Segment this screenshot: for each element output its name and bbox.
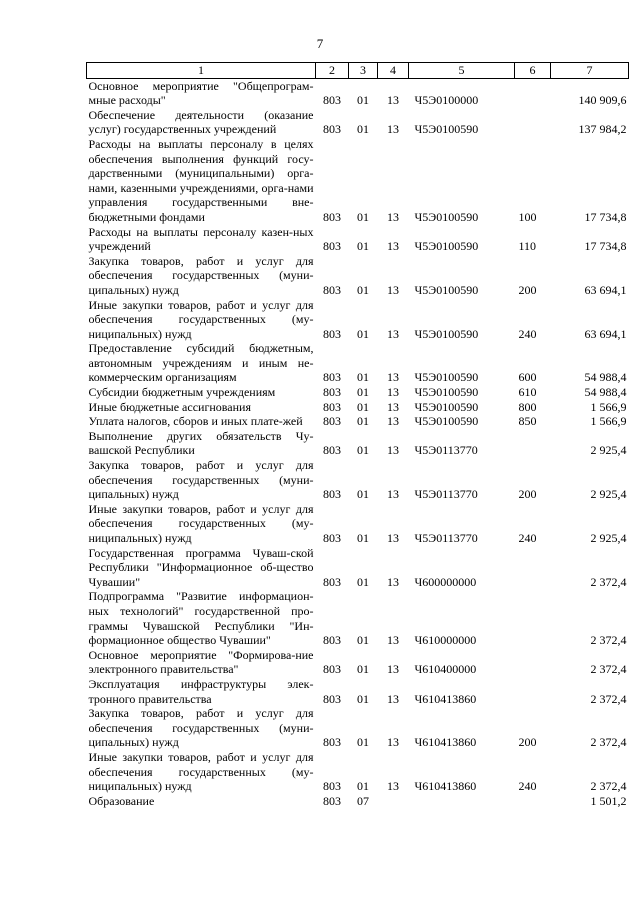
cell-pr: 13 [387, 326, 399, 341]
cell-pr: 13 [387, 779, 399, 794]
cell-csr: Ч5Э0100590 [414, 399, 479, 414]
table-row [87, 108, 629, 137]
cell-name: Подпрограмма "Развитие информацион-ных технологий" государственной про-граммы Чувашской Республики "Ин-формационное общество Чувашии" [88, 589, 314, 648]
cell-gr: 803 [323, 574, 341, 589]
cell-gr: 803 [323, 370, 341, 385]
cell-pr: 13 [387, 735, 399, 750]
cell-rz: 01 [357, 239, 369, 254]
cell-sum: 2 372,4 [590, 574, 627, 589]
cell-gr: 803 [323, 779, 341, 794]
cell-name: Предоставление субсидий бюджетным, автономным учреждениям и иным не-коммерческим организациям [88, 341, 314, 385]
cell-csr: Ч5Э0100590 [414, 282, 479, 297]
cell-gr: 803 [323, 793, 341, 808]
cell-name: Закупка товаров, работ и услуг для обеспечения государственных (муни-ципальных) нужд [88, 458, 314, 502]
cell-pr: 13 [387, 443, 399, 458]
table-row [87, 589, 629, 647]
cell-sum: 1 501,2 [590, 793, 627, 808]
cell-csr: Ч610413860 [414, 691, 477, 706]
cell-csr: Ч5Э0100590 [414, 122, 479, 137]
table-row [87, 794, 629, 809]
table-row [87, 648, 629, 677]
cell-pr: 13 [387, 487, 399, 502]
table-row [87, 677, 629, 706]
table-row [87, 385, 629, 400]
cell-sum: 2 372,4 [590, 779, 627, 794]
cell-rz: 01 [357, 691, 369, 706]
cell-gr: 803 [323, 662, 341, 677]
cell-vr: 610 [518, 385, 537, 400]
cell-vr [515, 677, 551, 706]
cell-vr [515, 648, 551, 677]
cell-vr: 240 [518, 779, 537, 794]
cell-sum: 137 984,2 [578, 122, 627, 137]
cell-name: Закупка товаров, работ и услуг для обеспечения государственных (муни-ципальных) нужд [88, 253, 314, 297]
cell-csr: Ч610413860 [414, 735, 477, 750]
cell-gr: 803 [323, 239, 341, 254]
cell-name: Иные закупки товаров, работ и услуг для обеспечения государственных (му-ниципальных) нужд [88, 749, 314, 794]
cell-sum: 2 925,4 [590, 531, 627, 545]
cell-csr: Ч5Э0113770 [414, 443, 478, 458]
cell-sum: 140 909,6 [578, 93, 627, 108]
cell-name: Выполнение других обязательств Чу-вашской Республики [88, 428, 314, 458]
column-header-vr: 6 [515, 63, 551, 79]
cell-gr: 803 [323, 633, 341, 648]
column-header-name: 1 [87, 63, 316, 79]
table-row [87, 546, 629, 590]
cell-sum: 17 734,8 [584, 239, 627, 254]
cell-gr: 803 [323, 282, 341, 297]
cell-csr: Ч5Э0113770 [414, 487, 478, 502]
cell-pr: 13 [387, 574, 399, 589]
cell-sum: 2 925,4 [590, 487, 627, 502]
cell-sum: 1 566,9 [590, 414, 627, 429]
cell-pr: 13 [387, 239, 399, 254]
cell-pr: 13 [387, 531, 399, 545]
cell-vr: 200 [518, 487, 537, 502]
cell-csr: Ч5Э0100590 [414, 239, 479, 254]
cell-pr: 13 [387, 633, 399, 648]
cell-name: Обеспечение деятельности (оказание услуг) государственных учреждений [88, 107, 314, 137]
budget-table [86, 62, 629, 808]
cell-rz: 01 [357, 414, 369, 429]
table-row [87, 502, 629, 546]
cell-vr: 240 [518, 326, 537, 341]
cell-vr: 800 [518, 399, 537, 414]
cell-pr: 13 [387, 385, 399, 400]
cell-vr [515, 78, 551, 108]
cell-gr: 803 [323, 385, 341, 400]
cell-pr: 13 [387, 122, 399, 137]
cell-pr: 13 [387, 662, 399, 677]
cell-csr: Ч5Э0100590 [414, 370, 479, 385]
cell-name: Уплата налогов, сборов и иных плате-жей [88, 414, 303, 429]
cell-sum: 54 988,4 [584, 385, 627, 400]
column-header-pr: 4 [378, 63, 409, 79]
cell-name: Расходы на выплаты персоналу казен-ных учреждений [88, 224, 314, 254]
cell-rz: 01 [357, 122, 369, 137]
cell-csr: Ч610400000 [414, 662, 477, 677]
cell-csr: Ч610000000 [414, 633, 477, 648]
cell-name: Иные бюджетные ассигнования [88, 399, 251, 414]
cell-gr: 803 [323, 531, 341, 545]
cell-rz: 01 [357, 574, 369, 589]
cell-sum: 1 566,9 [590, 399, 627, 414]
cell-name: Основное мероприятие "Формирова-ние электронного правительства" [88, 647, 314, 677]
table-row [87, 429, 629, 458]
cell-pr: 13 [387, 399, 399, 414]
cell-vr [515, 429, 551, 458]
page-number: 7 [316, 36, 324, 51]
cell-vr: 100 [518, 209, 537, 224]
table-row [87, 706, 629, 750]
cell-gr: 803 [323, 414, 341, 429]
cell-rz: 01 [357, 326, 369, 341]
cell-gr: 803 [323, 326, 341, 341]
table-row [87, 225, 629, 254]
cell-pr [378, 794, 409, 809]
cell-csr: Ч600000000 [414, 574, 477, 589]
cell-csr: Ч5Э0100000 [414, 93, 479, 108]
table-row [87, 400, 629, 415]
table-row [87, 78, 629, 108]
cell-sum: 2 372,4 [590, 662, 627, 677]
cell-rz: 01 [357, 209, 369, 224]
cell-rz: 01 [357, 282, 369, 297]
cell-rz: 01 [357, 531, 369, 545]
column-header-rz: 3 [349, 63, 378, 79]
table-row [87, 137, 629, 225]
cell-name: Иные закупки товаров, работ и услуг для обеспечения государственных (му-ниципальных) нужд [88, 297, 314, 341]
cell-pr: 13 [387, 691, 399, 706]
cell-name: Основное мероприятие "Общепрограм-мные расходы" [88, 78, 314, 108]
cell-name: Закупка товаров, работ и услуг для обеспечения государственных (муни-ципальных) нужд [88, 706, 314, 750]
cell-rz: 07 [357, 793, 369, 808]
cell-vr: 600 [518, 370, 537, 385]
cell-vr [515, 546, 551, 590]
cell-sum: 54 988,4 [584, 370, 627, 385]
cell-rz: 01 [357, 93, 369, 108]
cell-sum: 2 372,4 [590, 691, 627, 706]
cell-name: Иные закупки товаров, работ и услуг для обеспечения государственных (му-ниципальных) нужд [88, 501, 314, 545]
cell-rz: 01 [357, 735, 369, 750]
cell-sum: 63 694,1 [584, 326, 627, 341]
cell-rz: 01 [357, 487, 369, 502]
cell-vr: 200 [518, 282, 537, 297]
cell-vr [515, 589, 551, 647]
cell-sum: 17 734,8 [584, 209, 627, 224]
table-row [87, 341, 629, 385]
cell-csr: Ч610413860 [414, 779, 477, 794]
cell-rz: 01 [357, 443, 369, 458]
cell-vr [515, 108, 551, 137]
cell-gr: 803 [323, 122, 341, 137]
cell-name: Государственная программа Чуваш-ской Республики "Информационное об-щество Чувашии" [88, 545, 314, 589]
cell-sum: 2 372,4 [590, 735, 627, 750]
cell-vr [515, 794, 551, 809]
table-row [87, 254, 629, 298]
table-row [87, 750, 629, 794]
cell-csr: Ч5Э0100590 [414, 326, 479, 341]
cell-csr: Ч5Э0100590 [414, 414, 479, 429]
cell-csr: Ч5Э0100590 [414, 385, 479, 400]
cell-vr: 850 [518, 414, 537, 429]
cell-pr: 13 [387, 209, 399, 224]
column-header-sum: 7 [551, 63, 629, 79]
cell-sum: 2 372,4 [590, 633, 627, 648]
cell-gr: 803 [323, 735, 341, 750]
cell-sum: 63 694,1 [584, 282, 627, 297]
cell-vr: 200 [518, 735, 537, 750]
cell-csr: Ч5Э0113770 [414, 531, 478, 545]
cell-gr: 803 [323, 691, 341, 706]
table-row [87, 414, 629, 429]
cell-name: Образование [88, 793, 155, 808]
cell-name: Эксплуатация инфраструктуры элек-тронного правительства [88, 676, 314, 706]
cell-gr: 803 [323, 209, 341, 224]
cell-pr: 13 [387, 370, 399, 385]
cell-gr: 803 [323, 487, 341, 502]
cell-name: Расходы на выплаты персоналу в целях обеспечения выполнения функций госу-дарственными (муниципальными) орга-нами, казенными учреждениями, орга-нами управления государственными вне-бюджетными фондами [88, 136, 314, 224]
cell-pr: 13 [387, 282, 399, 297]
cell-gr: 803 [323, 443, 341, 458]
cell-rz: 01 [357, 633, 369, 648]
cell-vr: 110 [518, 239, 537, 254]
cell-pr: 13 [387, 93, 399, 108]
cell-gr: 803 [323, 93, 341, 108]
cell-pr: 13 [387, 414, 399, 429]
cell-csr: Ч5Э0100590 [414, 209, 479, 224]
table-row [87, 298, 629, 342]
table-header-row [87, 63, 629, 79]
cell-rz: 01 [357, 370, 369, 385]
cell-rz: 01 [357, 662, 369, 677]
column-header-gr: 2 [316, 63, 349, 79]
cell-sum: 2 925,4 [590, 443, 627, 458]
cell-name: Субсидии бюджетным учреждениям [88, 385, 276, 400]
cell-rz: 01 [357, 779, 369, 794]
table-row [87, 458, 629, 502]
cell-csr [409, 794, 515, 809]
cell-rz: 01 [357, 399, 369, 414]
column-header-csr: 5 [409, 63, 515, 79]
cell-gr: 803 [323, 399, 341, 414]
cell-rz: 01 [357, 385, 369, 400]
cell-vr: 240 [518, 531, 537, 545]
